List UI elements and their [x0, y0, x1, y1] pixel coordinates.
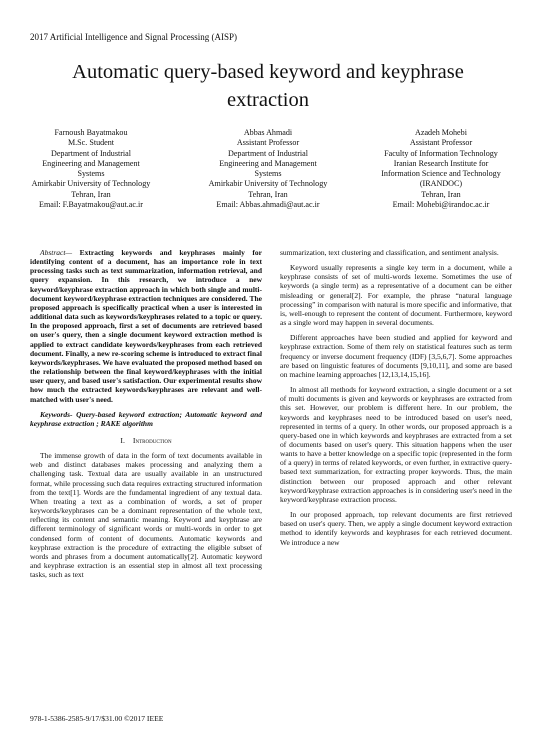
paragraph: In almost all methods for keyword extraction, a single document or a set of multi documents is given and keywords or keyphrases are extracted from this set. However, our problem is different here. In our problem, the keywords and keyphrases need to be introduced based on user's need, represented in terms of a query. In other words, our proposed approach is a query-based one in which keywords and keyphrases are extracted from a set of documents based on user's query. This situation happens when the user wants to have a better knowledge on a specific topic (represented in the form of a query) in terms of related keywords, or even further, in extractive query-based text summarization, for extracting proper keywords. Thus, the main distinction between our proposed approach and other relevant keyword/keyphrase extraction approaches is in considering user's need in the keyword/keyphrase extraction process.: [280, 385, 512, 504]
left-column: [30, 248, 262, 585]
paragraph: Keyword usually represents a single key term in a document, while a keyphrase consists of set of multi-words lexeme. Sometimes the use of keywords (a single term) as a representative of a document can be either misleading or general[2]. For example, the phrase “natural language processing” in comparison with natural is more specific and informative, that is, well-enough to represent the content of document. Furthermore, keyword as a single word may happen in several documents.: [280, 263, 512, 328]
author-location: Tehran, Iran: [248, 189, 288, 199]
author-affiliation-line: Amirkabir University of Technology: [31, 179, 151, 189]
right-column: [280, 248, 512, 553]
author-affiliation-line: (IRANDOC): [419, 179, 463, 189]
section-heading: [30, 436, 262, 445]
author-block-1: [8, 128, 174, 210]
paper-title: Automatic query-based keyword and keyphrase extraction: [72, 61, 464, 111]
author-affiliation-line: Information Science and Technology: [381, 169, 501, 179]
author-email: Email: Mohebi@irandoc.ac.ir: [392, 200, 490, 210]
section-number: I.: [120, 435, 125, 445]
author-block-2: [185, 128, 351, 210]
author-affiliation-line: Systems: [77, 169, 105, 179]
author-affiliation-line: Department of Industrial: [227, 148, 308, 158]
author-position: M.Sc. Student: [67, 138, 115, 148]
author-affiliation-line: Engineering and Management: [219, 158, 317, 168]
author-location: Tehran, Iran: [71, 189, 111, 199]
author-location: Tehran, Iran: [421, 189, 461, 199]
paragraph-continuation: summarization, text clustering and classification, and sentiment analysis.: [280, 248, 499, 257]
author-affiliation-line: Amirkabir University of Technology: [208, 179, 328, 189]
paragraph: Different approaches have been studied and applied for keyword and keyphrase extraction. Some of them rely on statistical features such as term frequency or inverse document frequency (IDF) [3,5,6,7]. Some approaches are based on linguistic features of documents [9,10,11], and some are based on machine learning approaches [12,13,14,15,16].: [280, 333, 512, 379]
abstract: [30, 248, 262, 404]
author-email: Email: Abbas.ahmadi@aut.ac.ir: [216, 200, 320, 210]
copyright-footer: 978-1-5386-2585-9/17/$31.00 ©2017 IEEE: [30, 714, 164, 723]
intro-paragraph: The immense growth of data in the form of text documents available in web and distinct databases makes processing and analyzing them a challenging task. Textual data are usually available in an unstructured format, while processing such data requires extracting structured information from the text[1]. Words are the fundamental ingredient of any textual data. When treating a text as a combination of words, a set of proper keywords/keyphrases can be a dominant representation of the whole text, reflecting its content and semantic meaning. Keyword and keyphrase are different terminology of significant words or multi-words in order to get condensed form of content of documents. Automatic keywords and keyphrase extraction is the procedure of extracting the eligible subset of words and phrases from a document automatically[2]. Automatic keyword and keyphrase extraction is an essential step in almost all text processing tasks, such as text: [30, 451, 262, 580]
author-email: Email: F.Bayatmakou@aut.ac.ir: [39, 200, 143, 210]
section-title: Introduction: [132, 435, 172, 445]
author-position: Assistant Professor: [236, 138, 300, 148]
paragraph: In our proposed approach, top relevant documents are first retrieved based on user's query. Then, we apply a single document keyword extraction method to identify keywords and keyphrases for each retrieved document. We introduce a new: [280, 510, 512, 547]
author-block-3: [358, 128, 524, 210]
abstract-lead: Abstract—: [40, 248, 73, 257]
author-affiliation-line: Iranian Research Institute for: [393, 158, 489, 168]
author-affiliation-line: Department of Industrial: [50, 148, 131, 158]
abstract-text: Extracting keywords and keyphrases mainly for identifying content of a document, has an importance role in text processing tasks such as text summarization, information retrieval, and query expansion. In this research, we introduce a new keyword/keyphrase extraction approach in which both single and multi-document keyword/keyphrase extraction techniques are considered. The proposed approach is specifically practical when a user is interested in additional data such as keywords/keyphrases related to a topic or query. In the proposed approach, first a set of documents are retrieved based on user's query, then a single document keyword extraction method is applied to extract candidate keywords/keyphrases from each retrieved document. Finally, a new re-scoring scheme is introduced to extract final keywords/keyphrases. We have evaluated the proposed method based on the relationship between the final keyword/keyphrases with the initial user query, and based user's satisfaction. Our experimental results show how much the extracted keywords/keyphrases are relevant and well-matched with user's need.: [30, 248, 262, 404]
keywords: Keywords- Query-based keyword extraction; Automatic keyword and keyphrase extraction ; RAKE algorithm: [30, 409, 262, 428]
author-name: Azadeh Mohebi: [415, 128, 467, 137]
author-affiliation-line: Faculty of Information Technology: [384, 148, 498, 158]
conference-header: 2017 Artificial Intelligence and Signal Processing (AISP): [30, 32, 237, 42]
author-affiliation-line: Systems: [254, 169, 282, 179]
author-position: Assistant Professor: [409, 138, 473, 148]
author-affiliation-line: Engineering and Management: [42, 158, 140, 168]
author-name: Abbas Ahmadi: [243, 128, 293, 137]
author-name: Farnoush Bayatmakou: [54, 128, 128, 137]
